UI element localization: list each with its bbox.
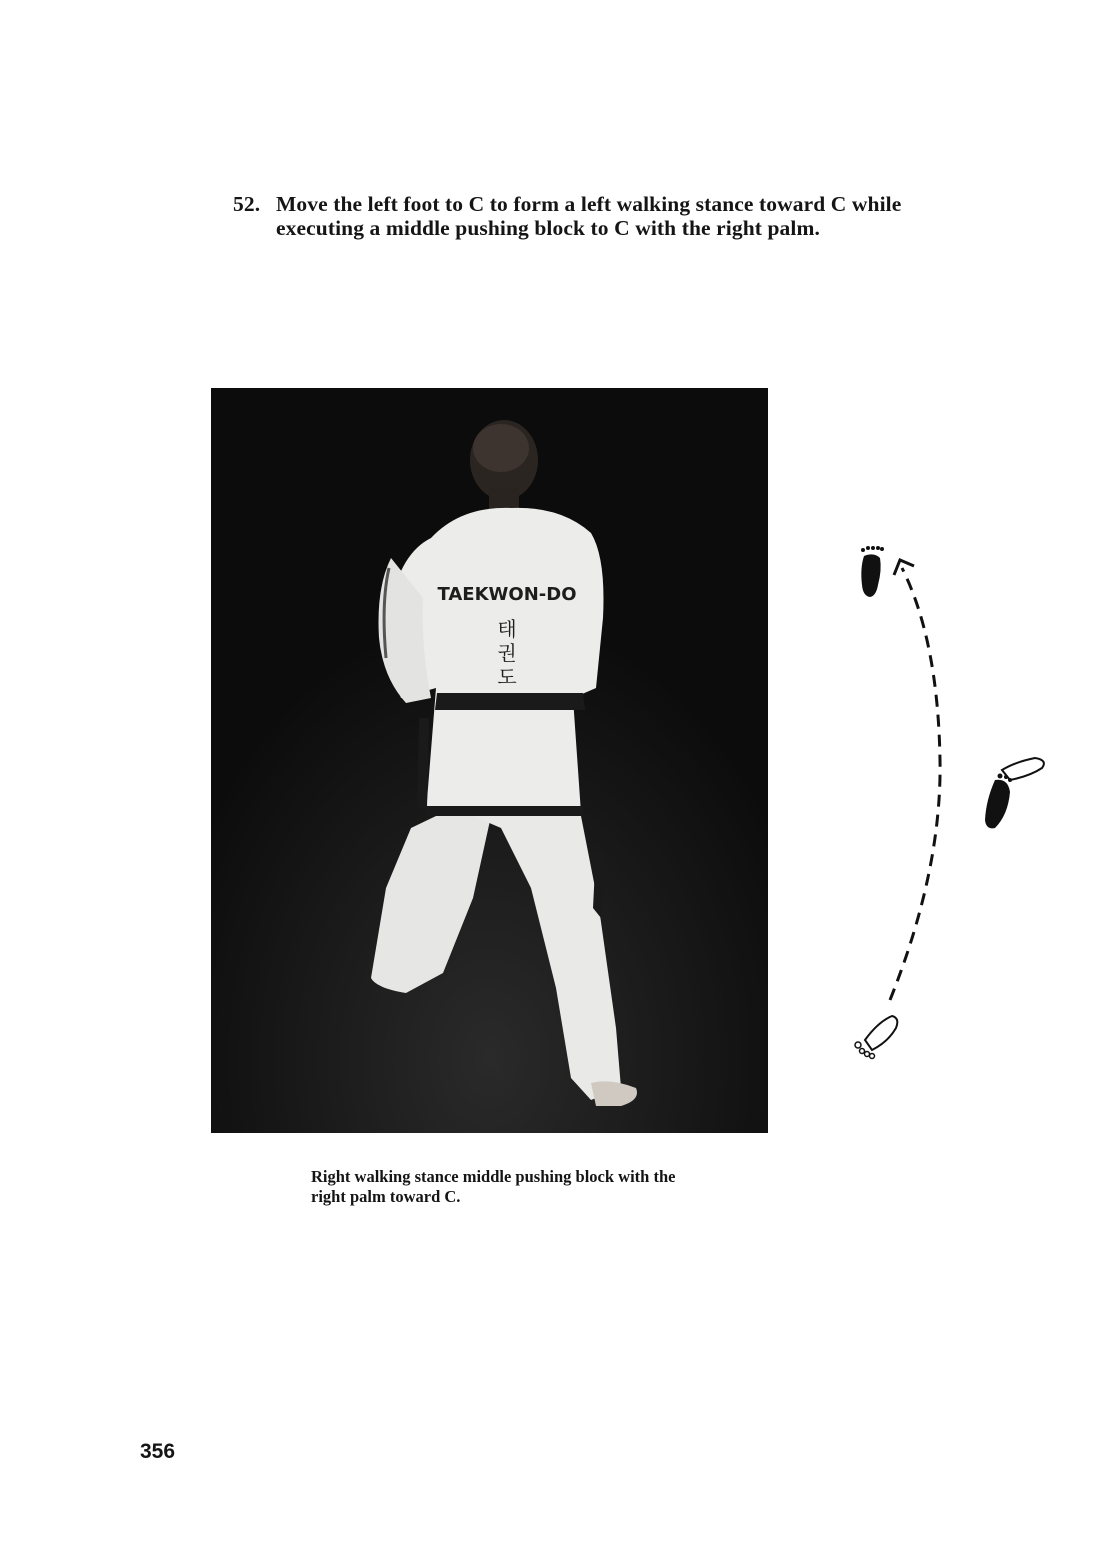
- step-instruction: [233, 192, 923, 240]
- step-text: Move the left foot to C to form a left walking stance toward C while executing a middle pushing block to C with the right palm.: [276, 192, 902, 240]
- footstep-diagram: [830, 530, 1060, 1080]
- solid-foot-icon: [861, 546, 884, 597]
- practitioner-figure-icon: [211, 388, 768, 1133]
- photo-caption: Right walking stance middle pushing block with the right palm toward C.: [311, 1167, 676, 1206]
- svg-text:도: 도: [497, 665, 517, 689]
- page-number: 356: [140, 1440, 176, 1463]
- outline-foot-icon: [855, 1016, 897, 1059]
- dashed-curve-arrow-icon: [890, 560, 940, 1000]
- stance-photo: [211, 388, 768, 1133]
- svg-text:권: 권: [497, 641, 517, 665]
- svg-text:TAEKWON-DO: TAEKWON-DO: [437, 584, 577, 605]
- pivot-foot-icon: [985, 758, 1044, 828]
- step-number: 52.: [233, 192, 261, 216]
- svg-text:태: 태: [497, 617, 517, 641]
